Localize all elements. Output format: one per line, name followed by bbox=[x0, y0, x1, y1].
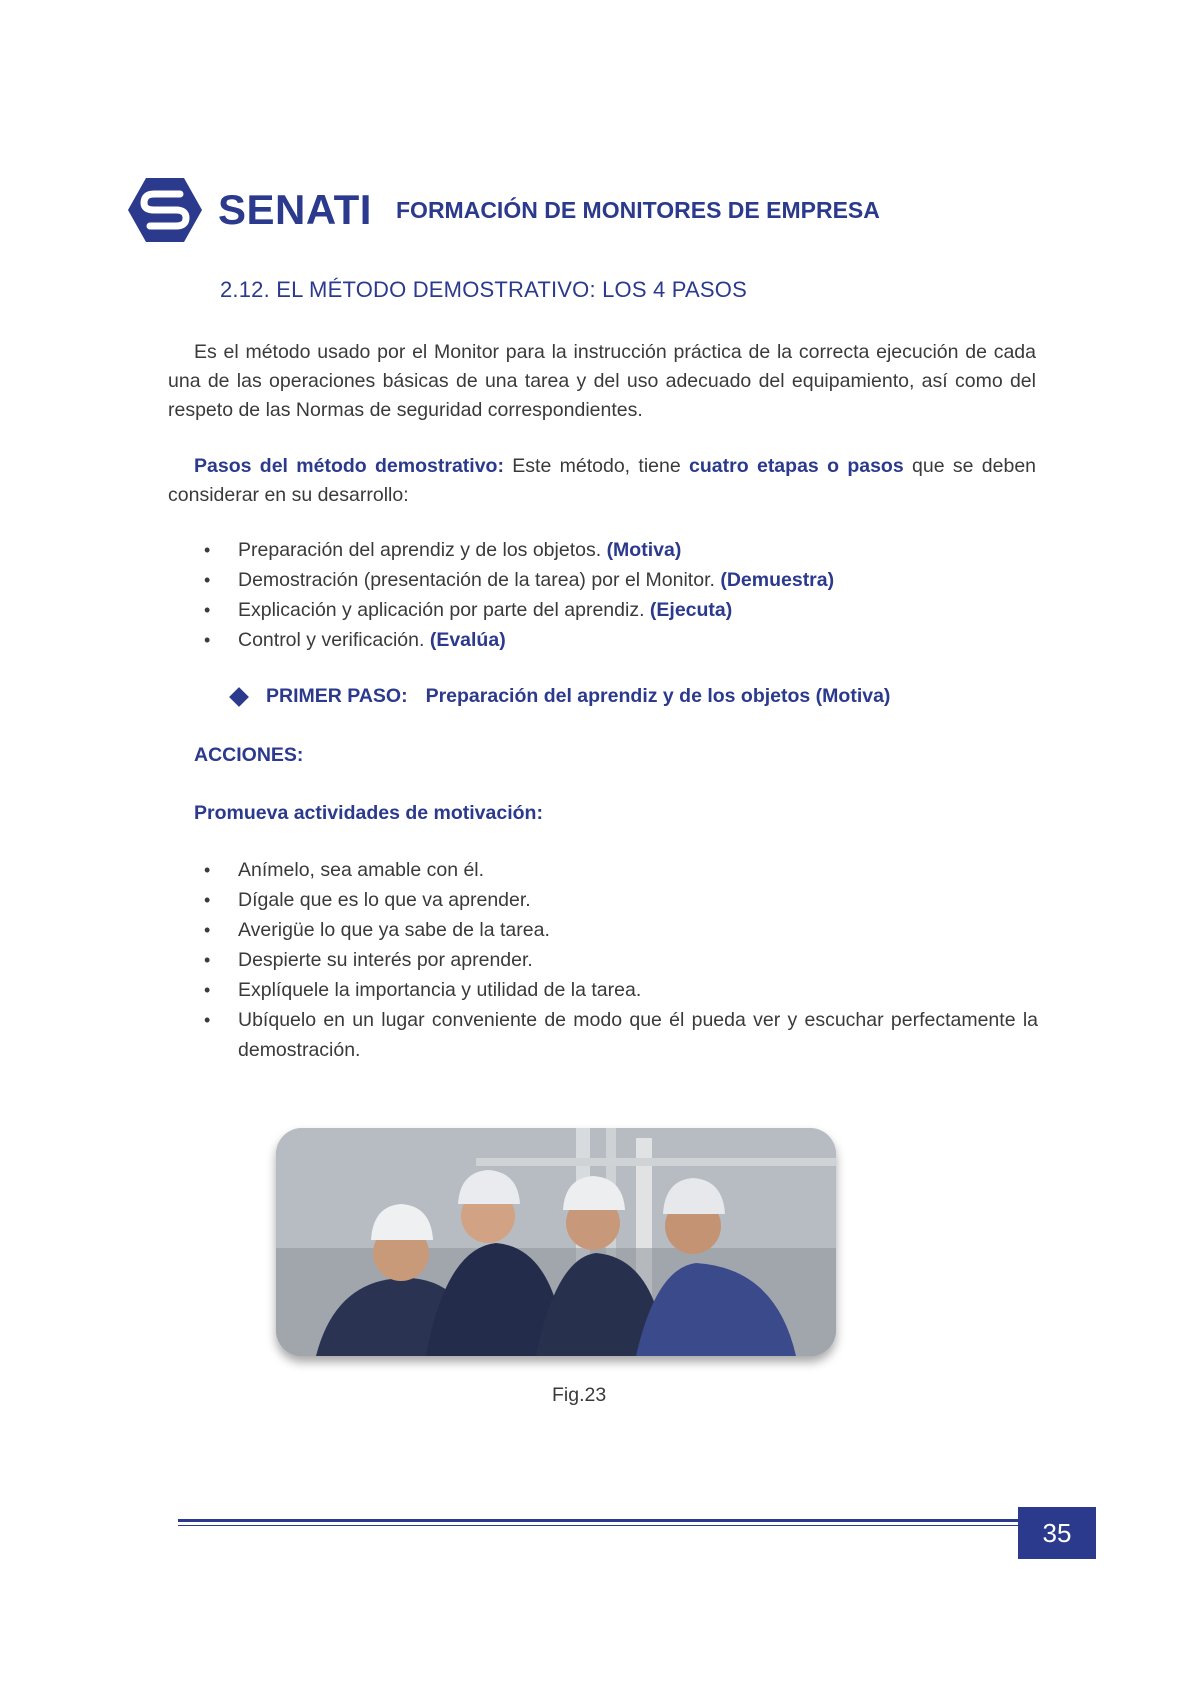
bullet-icon: • bbox=[204, 860, 211, 880]
step-tag: (Ejecuta) bbox=[649, 599, 733, 621]
logo-text: SENATI bbox=[218, 186, 372, 233]
step-tag: (Demuestra) bbox=[720, 569, 835, 591]
bullet-icon: • bbox=[204, 890, 211, 910]
list-item: • Anímelo, sea amable con él. bbox=[238, 855, 1038, 885]
first-step-label: PRIMER PASO: bbox=[266, 685, 408, 707]
list-item: • Explíquele la importancia y utilidad de la tarea. bbox=[238, 975, 1038, 1005]
bullet-icon: • bbox=[204, 920, 211, 940]
motivation-heading: Promueva actividades de motivación: bbox=[194, 802, 543, 824]
steps-highlight: cuatro etapas o pasos bbox=[689, 455, 904, 477]
section-title: 2.12. EL MÉTODO DEMOSTRATIVO: LOS 4 PASOS bbox=[220, 277, 747, 302]
intro-paragraph bbox=[168, 338, 1036, 425]
list-item: • Ubíquelo en un lugar conveniente de modo que él pueda ver y escuchar perfectamente la demostración. bbox=[238, 1005, 1038, 1065]
bullet-icon: • bbox=[204, 540, 211, 560]
first-step-heading bbox=[266, 682, 890, 710]
step-tag: (Motiva) bbox=[606, 539, 682, 561]
bullet-icon: • bbox=[204, 1010, 211, 1030]
steps-text-a: Este método, tiene bbox=[503, 455, 690, 477]
footer-rule bbox=[178, 1519, 1018, 1522]
list-item: • Averigüe lo que ya sabe de la tarea. bbox=[238, 915, 1038, 945]
steps-label: Pasos del método demostrativo: bbox=[194, 455, 504, 477]
figure-caption: Fig.23 bbox=[552, 1384, 607, 1406]
bullet-icon: • bbox=[204, 600, 211, 620]
workers-illustration bbox=[276, 1128, 836, 1356]
list-item: • Explicación y aplicación por parte del aprendiz. (Ejecuta) bbox=[238, 595, 1038, 625]
senati-logo-icon bbox=[128, 176, 202, 244]
header-title: FORMACIÓN DE MONITORES DE EMPRESA bbox=[396, 197, 880, 223]
footer-rule-thin bbox=[178, 1525, 1018, 1526]
bullet-icon: • bbox=[204, 570, 211, 590]
workers-photo bbox=[276, 1128, 836, 1356]
bullet-icon: • bbox=[204, 630, 211, 650]
steps-text-b: que se deben considerar en su desarrollo: bbox=[168, 455, 1037, 506]
page-number: 35 bbox=[1018, 1507, 1096, 1559]
diamond-bullet-icon bbox=[229, 687, 249, 707]
steps-intro-paragraph bbox=[168, 452, 1036, 510]
step-tag: (Evalúa) bbox=[429, 629, 506, 651]
list-item: • Preparación del aprendiz y de los objetos. (Motiva) bbox=[238, 535, 1038, 565]
bullet-icon: • bbox=[204, 950, 211, 970]
list-item: • Control y verificación. (Evalúa) bbox=[238, 625, 1038, 655]
list-item: • Dígale que es lo que va aprender. bbox=[238, 885, 1038, 915]
list-item: • Demostración (presentación de la tarea) por el Monitor. (Demuestra) bbox=[238, 565, 1038, 595]
first-step-text: Preparación del aprendiz y de los objetos (Motiva) bbox=[425, 685, 891, 707]
list-item: • Despierte su interés por aprender. bbox=[238, 945, 1038, 975]
actions-heading: ACCIONES: bbox=[194, 744, 304, 766]
actions-list bbox=[204, 855, 1038, 1065]
steps-list bbox=[204, 535, 1038, 655]
bullet-icon: • bbox=[204, 980, 211, 1000]
intro-text: Es el método usado por el Monitor para la instrucción práctica de la correcta ejecución de cada una de las operaciones básicas de una tarea y del uso adecuado del equipamiento, así como del respeto de las Normas de seguridad correspondientes. bbox=[168, 341, 1036, 421]
